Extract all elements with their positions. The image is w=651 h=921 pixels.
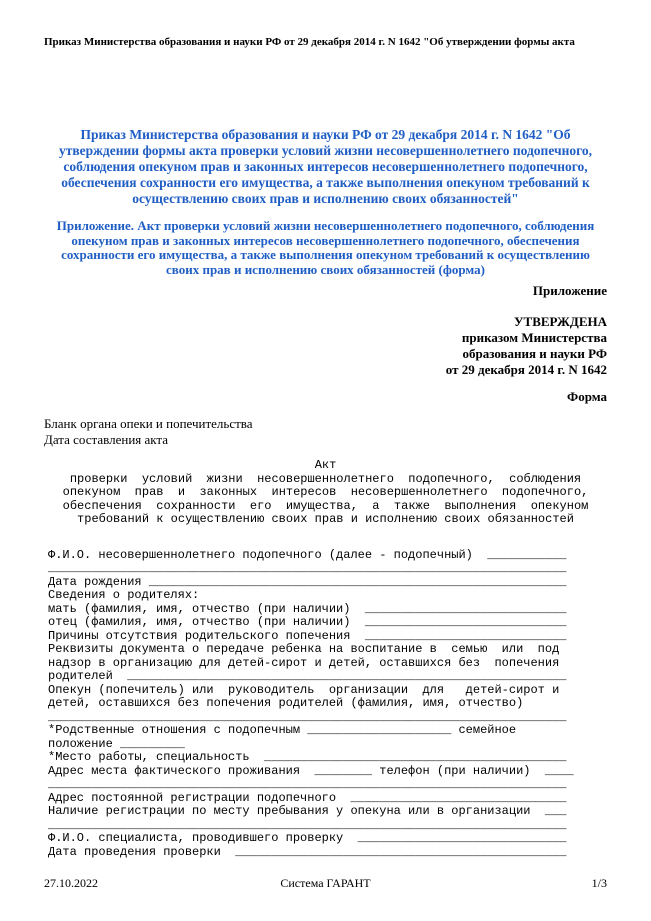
letterhead-block [44,416,607,448]
footer-system-name: Система ГАРАНТ [280,876,371,890]
act-heading-line: обеспечения сохранности его имущества, а также выполнения опекуном [62,498,589,513]
footer-page-indicator: 1/3 [591,876,608,890]
form-line: ________________________________________________________________________ [48,709,567,724]
act-heading-line: опекуном прав и законных интересов несовершеннолетнего подопечного, [62,485,589,499]
form-line: Адрес постоянной регистрации подопечного ______________________________ [48,790,567,805]
act-form-block [44,549,607,860]
approval-line: приказом Министерства [461,330,607,345]
form-line: Опекун (попечитель) или руководитель организации для детей-сирот и [48,682,560,697]
form-line: ________________________________________________________________________ [48,777,567,791]
act-heading-paragraph [44,473,607,527]
approval-line: от 29 декабря 2014 г. N 1642 [445,362,607,377]
form-line: Наличие регистрации по месту пребывания у опекуна или в организации ___ [48,804,567,818]
form-line: положение _________ [48,736,185,751]
form-line: ________________________________________________________________________ [48,561,567,575]
form-line: надзор в организацию для детей-сирот и детей, оставшихся без попечения [48,655,560,670]
form-label: Форма [567,389,607,404]
annex-label: Приложение [532,283,607,298]
footer-date: 27.10.2022 [44,876,98,890]
approval-block [44,314,607,378]
act-heading-block [44,459,607,527]
form-line: Сведения о родителях: [48,588,200,602]
form-line: родителей _____________________________________________________________ [48,669,567,683]
approval-line: образования и науки РФ [462,346,607,361]
act-heading-line: требований к осуществлению своих прав и исполнению своих обязанностей [77,512,574,526]
form-line: Дата рождения __________________________________________________________ [48,574,567,589]
document-title: Приказ Министерства образования и науки РФ от 29 декабря 2014 г. N 1642 "Об утверждении формы акта проверки условий жизни несовершеннолетнего подопечного, соблюдения опекуном прав и законных интересов несовершеннолетнего подопечного, обеспечения сохранности его имущества, а также выполнения опекуном требований к осуществлению своих прав и исполнению своих обязанностей" [58,127,593,206]
form-line: Адрес места фактического проживания ________ телефон (при наличии) ____ [48,763,574,778]
form-line: Причины отсутствия родительского попечения ____________________________ [48,628,567,643]
form-line: Ф.И.О. несовершеннолетнего подопечного (далее - подопечный) ___________ [48,547,567,562]
page-footer [44,876,607,891]
form-line: *Родственные отношения с подопечным ____________________ семейное [48,723,517,737]
form-line: детей, оставшихся без попечения родителей (фамилия, имя, отчество) [48,696,524,710]
act-heading: Акт [314,458,337,472]
form-line: *Место работы, специальность __________________________________________ [48,750,567,764]
form-line: Ф.И.О. специалиста, проводившего проверку _____________________________ [48,831,567,845]
annex-title: Приложение. Акт проверки условий жизни несовершеннолетнего подопечного, соблюдения опекуном прав и законных интересов несовершеннолетнего подопечного, обеспечения сохранности его имущества, а также выполнения опекуном требований к осуществлению своих прав и исполнению своих обязанностей (форма) [56,218,595,277]
form-line: ________________________________________________________________________ [48,817,567,832]
act-heading-line: проверки условий жизни несовершеннолетнего подопечного, соблюдения [69,471,582,486]
form-line: Дата проведения проверки ______________________________________________ [48,844,567,859]
running-header: Приказ Министерства образования и науки РФ от 29 декабря 2014 г. N 1642 "Об утверждении формы акта [44,36,575,48]
approval-line: УТВЕРЖДЕНА [513,314,607,329]
form-line: мать (фамилия, имя, отчество (при наличии) ____________________________ [48,601,567,616]
org-blank-line: Бланк органа опеки и попечительства [44,416,253,431]
form-line: Реквизиты документа о передаче ребенка на воспитание в семью или под [48,642,560,656]
form-line: отец (фамилия, имя, отчество (при наличии) ____________________________ [48,615,567,629]
act-date-line: Дата составления акта [44,432,169,447]
